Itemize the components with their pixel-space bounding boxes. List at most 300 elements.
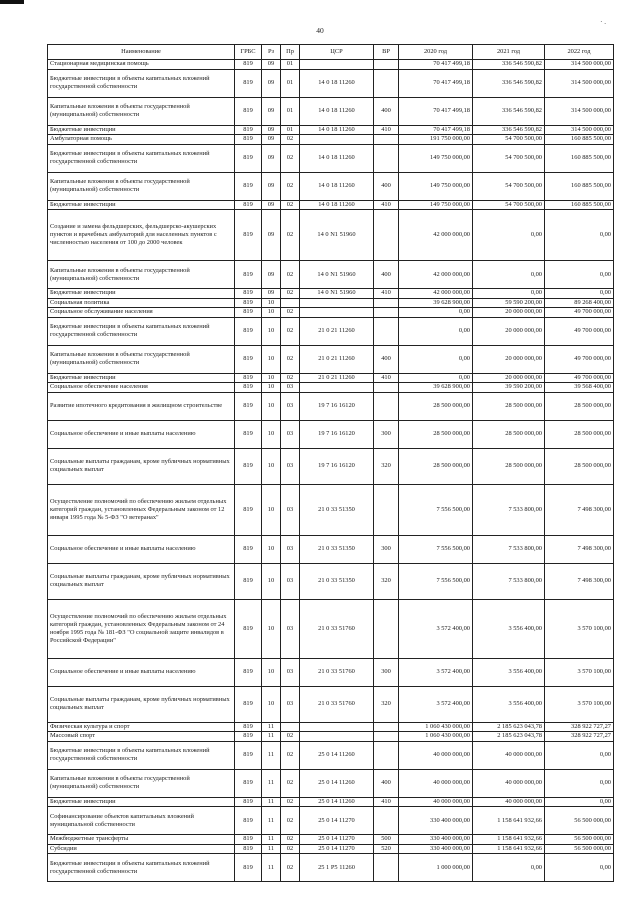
table-row (48, 210, 614, 261)
cell-rz: 09 (262, 261, 281, 289)
cell-name: Осуществление полномочий по обеспечению жильем отдельных категорий граждан, установленных Федеральным законом от 12 января 1995 года № 5-ФЗ "О ветеранах" (48, 484, 235, 535)
cell-grbs: 819 (235, 448, 262, 484)
table-row (48, 392, 614, 420)
cell-csr: 14 0 18 11260 (300, 200, 374, 210)
cell-pr: 02 (281, 289, 300, 299)
cell-2022: 314 500 000,00 (545, 60, 614, 70)
cell-2022: 7 498 300,00 (545, 563, 614, 599)
cell-csr: 25 0 14 11260 (300, 769, 374, 797)
cell-rz: 09 (262, 125, 281, 135)
cell-pr: 02 (281, 741, 300, 769)
cell-2022: 328 922 727,27 (545, 732, 614, 742)
cell-2022: 160 885 500,00 (545, 200, 614, 210)
cell-name: Бюджетные инвестиции в объекты капитальных вложений государственной собственности (48, 741, 235, 769)
cell-name: Межбюджетные трансферты (48, 835, 235, 845)
cell-2021: 0,00 (473, 261, 545, 289)
cell-name: Бюджетные инвестиции в объекты капитальных вложений государственной собственности (48, 854, 235, 882)
cell-vr: 400 (374, 261, 399, 289)
cell-name: Социальное обеспечение и иные выплаты населению (48, 420, 235, 448)
cell-csr (300, 732, 374, 742)
cell-csr: 25 0 14 11270 (300, 844, 374, 854)
cell-pr: 02 (281, 308, 300, 318)
cell-2022: 328 922 727,27 (545, 722, 614, 732)
corner-mark: · . (600, 18, 606, 26)
header-rz: Рз (262, 45, 281, 60)
header-2020: 2020 год (399, 45, 473, 60)
cell-2021: 7 533 800,00 (473, 563, 545, 599)
cell-2022: 28 500 000,00 (545, 420, 614, 448)
cell-rz: 10 (262, 345, 281, 373)
cell-2020: 42 000 000,00 (399, 210, 473, 261)
cell-2020: 70 417 499,18 (399, 125, 473, 135)
table-row (48, 563, 614, 599)
cell-name: Капитальные вложения в объекты государственной (муниципальной) собственности (48, 172, 235, 200)
cell-2021: 2 185 623 043,78 (473, 722, 545, 732)
header-grbs: ГРБС (235, 45, 262, 60)
table-row (48, 69, 614, 97)
cell-vr: 300 (374, 658, 399, 686)
scan-edge-mark (0, 0, 24, 4)
cell-pr: 02 (281, 210, 300, 261)
table-row (48, 308, 614, 318)
cell-grbs: 819 (235, 844, 262, 854)
cell-grbs: 819 (235, 392, 262, 420)
cell-2022: 0,00 (545, 854, 614, 882)
cell-name: Социальное обеспечение населения (48, 383, 235, 393)
cell-2020: 3 572 400,00 (399, 658, 473, 686)
cell-rz: 09 (262, 289, 281, 299)
cell-csr (300, 722, 374, 732)
cell-vr: 410 (374, 289, 399, 299)
cell-2022: 28 500 000,00 (545, 392, 614, 420)
cell-2021: 54 700 500,00 (473, 200, 545, 210)
cell-2020: 1 060 430 000,00 (399, 722, 473, 732)
cell-pr: 03 (281, 535, 300, 563)
cell-rz: 10 (262, 563, 281, 599)
cell-vr (374, 741, 399, 769)
cell-2021: 39 590 200,00 (473, 383, 545, 393)
table-row (48, 144, 614, 172)
table-row (48, 298, 614, 308)
table-row (48, 135, 614, 145)
cell-2020: 40 000 000,00 (399, 741, 473, 769)
cell-pr: 03 (281, 420, 300, 448)
table-row (48, 172, 614, 200)
cell-2020: 330 400 000,00 (399, 835, 473, 845)
cell-2022: 39 568 400,00 (545, 383, 614, 393)
cell-grbs: 819 (235, 172, 262, 200)
cell-grbs: 819 (235, 261, 262, 289)
cell-2020: 149 750 000,00 (399, 200, 473, 210)
cell-rz: 10 (262, 686, 281, 722)
cell-grbs: 819 (235, 835, 262, 845)
cell-grbs: 819 (235, 420, 262, 448)
cell-2022: 56 500 000,00 (545, 807, 614, 835)
cell-pr: 02 (281, 261, 300, 289)
cell-csr: 21 0 33 51760 (300, 658, 374, 686)
cell-vr (374, 298, 399, 308)
cell-2021: 336 546 590,82 (473, 69, 545, 97)
table-body (48, 60, 614, 882)
table-row (48, 317, 614, 345)
cell-vr (374, 308, 399, 318)
table-header-row (48, 45, 614, 60)
header-vr: ВР (374, 45, 399, 60)
cell-vr: 400 (374, 769, 399, 797)
header-2021: 2021 год (473, 45, 545, 60)
cell-2020: 39 628 900,00 (399, 298, 473, 308)
cell-2021: 336 546 590,82 (473, 97, 545, 125)
cell-2021: 28 500 000,00 (473, 392, 545, 420)
cell-2022: 0,00 (545, 797, 614, 807)
cell-2021: 59 590 200,00 (473, 298, 545, 308)
cell-vr (374, 317, 399, 345)
cell-rz: 10 (262, 383, 281, 393)
cell-grbs: 819 (235, 60, 262, 70)
cell-2021: 3 556 400,00 (473, 599, 545, 658)
cell-pr: 02 (281, 144, 300, 172)
cell-vr: 400 (374, 345, 399, 373)
cell-vr: 320 (374, 563, 399, 599)
cell-rz: 09 (262, 60, 281, 70)
cell-2022: 56 500 000,00 (545, 835, 614, 845)
header-name: Наименование (48, 45, 235, 60)
cell-csr: 14 0 18 11260 (300, 172, 374, 200)
table-row (48, 599, 614, 658)
cell-vr: 410 (374, 125, 399, 135)
cell-2021: 54 700 500,00 (473, 144, 545, 172)
cell-pr: 03 (281, 658, 300, 686)
cell-pr: 02 (281, 854, 300, 882)
cell-pr: 01 (281, 97, 300, 125)
cell-csr (300, 135, 374, 145)
cell-csr (300, 383, 374, 393)
cell-grbs: 819 (235, 125, 262, 135)
cell-rz: 09 (262, 97, 281, 125)
table-row (48, 732, 614, 742)
cell-name: Бюджетные инвестиции (48, 200, 235, 210)
cell-2021: 40 000 000,00 (473, 741, 545, 769)
cell-vr: 300 (374, 420, 399, 448)
table-row (48, 289, 614, 299)
cell-pr: 03 (281, 563, 300, 599)
cell-2020: 28 500 000,00 (399, 392, 473, 420)
cell-2021: 0,00 (473, 289, 545, 299)
cell-2022: 3 570 100,00 (545, 658, 614, 686)
cell-name: Амбулаторная помощь (48, 135, 235, 145)
cell-name: Создание и замена фельдшерских, фельдшерско-акушерских пунктов и врачебных амбулаторий для населенных пунктов с численностью населения от 100 до 2000 человек (48, 210, 235, 261)
cell-vr: 410 (374, 797, 399, 807)
cell-name: Капитальные вложения в объекты государственной (муниципальной) собственности (48, 261, 235, 289)
cell-csr: 25 0 14 11260 (300, 797, 374, 807)
cell-2021: 20 000 000,00 (473, 373, 545, 383)
cell-rz: 11 (262, 732, 281, 742)
cell-rz: 11 (262, 844, 281, 854)
cell-csr: 21 0 33 51350 (300, 563, 374, 599)
cell-csr: 21 0 21 11260 (300, 345, 374, 373)
cell-2021: 28 500 000,00 (473, 448, 545, 484)
page-number: 40 (316, 26, 324, 35)
cell-vr: 410 (374, 373, 399, 383)
cell-vr (374, 732, 399, 742)
cell-2020: 330 400 000,00 (399, 807, 473, 835)
cell-2021: 54 700 500,00 (473, 172, 545, 200)
cell-grbs: 819 (235, 741, 262, 769)
cell-2021: 28 500 000,00 (473, 420, 545, 448)
table-row (48, 97, 614, 125)
cell-2020: 70 417 499,18 (399, 69, 473, 97)
table-row (48, 345, 614, 373)
cell-vr (374, 69, 399, 97)
cell-2020: 28 500 000,00 (399, 448, 473, 484)
cell-2020: 7 556 500,00 (399, 563, 473, 599)
cell-vr: 500 (374, 835, 399, 845)
cell-2020: 7 556 500,00 (399, 535, 473, 563)
table-row (48, 658, 614, 686)
cell-vr (374, 807, 399, 835)
cell-2020: 7 556 500,00 (399, 484, 473, 535)
cell-csr: 21 0 21 11260 (300, 373, 374, 383)
cell-vr (374, 722, 399, 732)
cell-2021: 3 556 400,00 (473, 658, 545, 686)
table-row (48, 844, 614, 854)
cell-name: Капитальные вложения в объекты государственной (муниципальной) собственности (48, 769, 235, 797)
cell-name: Бюджетные инвестиции в объекты капитальных вложений государственной собственности (48, 69, 235, 97)
cell-2020: 3 572 400,00 (399, 599, 473, 658)
cell-csr: 21 0 33 51350 (300, 535, 374, 563)
cell-csr: 25 0 14 11270 (300, 835, 374, 845)
cell-2021: 40 000 000,00 (473, 797, 545, 807)
cell-2021: 2 185 623 043,78 (473, 732, 545, 742)
cell-grbs: 819 (235, 563, 262, 599)
cell-rz: 11 (262, 769, 281, 797)
cell-rz: 09 (262, 135, 281, 145)
cell-name: Социальные выплаты гражданам, кроме публичных нормативных социальных выплат (48, 563, 235, 599)
cell-rz: 10 (262, 308, 281, 318)
cell-grbs: 819 (235, 200, 262, 210)
cell-vr: 400 (374, 172, 399, 200)
table-row (48, 420, 614, 448)
cell-name: Стационарная медицинская помощь (48, 60, 235, 70)
cell-name: Капитальные вложения в объекты государственной (муниципальной) собственности (48, 97, 235, 125)
cell-vr (374, 144, 399, 172)
cell-pr: 03 (281, 392, 300, 420)
cell-rz: 10 (262, 392, 281, 420)
cell-csr: 14 0 18 11260 (300, 144, 374, 172)
cell-2021: 1 158 641 932,66 (473, 844, 545, 854)
cell-csr: 14 0 N1 51960 (300, 210, 374, 261)
table-row (48, 383, 614, 393)
cell-name: Бюджетные инвестиции (48, 373, 235, 383)
cell-rz: 10 (262, 448, 281, 484)
table-row (48, 200, 614, 210)
table-row (48, 807, 614, 835)
table-row (48, 60, 614, 70)
cell-2021: 1 158 641 932,66 (473, 807, 545, 835)
cell-2022: 3 570 100,00 (545, 686, 614, 722)
cell-name: Массовый спорт (48, 732, 235, 742)
cell-rz: 09 (262, 69, 281, 97)
cell-pr: 02 (281, 200, 300, 210)
cell-2020: 1 000 000,00 (399, 854, 473, 882)
cell-rz: 10 (262, 484, 281, 535)
cell-pr: 02 (281, 844, 300, 854)
cell-pr: 02 (281, 732, 300, 742)
cell-grbs: 819 (235, 854, 262, 882)
table-row (48, 835, 614, 845)
cell-grbs: 819 (235, 769, 262, 797)
cell-2022: 314 500 000,00 (545, 125, 614, 135)
cell-rz: 10 (262, 535, 281, 563)
cell-grbs: 819 (235, 69, 262, 97)
table-row (48, 686, 614, 722)
cell-name: Капитальные вложения в объекты государственной (муниципальной) собственности (48, 345, 235, 373)
cell-vr: 320 (374, 448, 399, 484)
cell-2020: 3 572 400,00 (399, 686, 473, 722)
cell-name: Субсидии (48, 844, 235, 854)
cell-grbs: 819 (235, 97, 262, 125)
cell-rz: 10 (262, 420, 281, 448)
cell-vr: 320 (374, 686, 399, 722)
cell-grbs: 819 (235, 599, 262, 658)
table-row (48, 741, 614, 769)
cell-2020: 70 417 499,18 (399, 60, 473, 70)
cell-vr (374, 484, 399, 535)
cell-pr: 03 (281, 599, 300, 658)
cell-rz: 09 (262, 144, 281, 172)
budget-table (47, 44, 614, 882)
cell-2021: 3 556 400,00 (473, 686, 545, 722)
cell-2020: 0,00 (399, 345, 473, 373)
cell-grbs: 819 (235, 317, 262, 345)
cell-2022: 160 885 500,00 (545, 144, 614, 172)
cell-2020: 0,00 (399, 317, 473, 345)
cell-name: Социальные выплаты гражданам, кроме публичных нормативных социальных выплат (48, 448, 235, 484)
cell-grbs: 819 (235, 345, 262, 373)
cell-pr: 03 (281, 484, 300, 535)
cell-pr: 02 (281, 373, 300, 383)
header-pr: Пр (281, 45, 300, 60)
cell-2022: 160 885 500,00 (545, 135, 614, 145)
table-row (48, 261, 614, 289)
table-row (48, 484, 614, 535)
header-csr: ЦСР (300, 45, 374, 60)
cell-2022: 0,00 (545, 289, 614, 299)
cell-pr: 02 (281, 769, 300, 797)
cell-vr (374, 383, 399, 393)
cell-csr: 14 0 N1 51960 (300, 289, 374, 299)
cell-rz: 11 (262, 722, 281, 732)
cell-vr (374, 854, 399, 882)
cell-csr: 14 0 N1 51960 (300, 261, 374, 289)
cell-2022: 314 500 000,00 (545, 97, 614, 125)
cell-grbs: 819 (235, 289, 262, 299)
cell-2022: 28 500 000,00 (545, 448, 614, 484)
cell-2021: 0,00 (473, 854, 545, 882)
cell-2022: 314 500 000,00 (545, 69, 614, 97)
cell-rz: 10 (262, 373, 281, 383)
cell-2020: 1 060 430 000,00 (399, 732, 473, 742)
cell-pr (281, 722, 300, 732)
cell-2020: 330 400 000,00 (399, 844, 473, 854)
cell-csr: 19 7 16 16120 (300, 392, 374, 420)
cell-rz: 10 (262, 599, 281, 658)
cell-2020: 39 628 900,00 (399, 383, 473, 393)
cell-2021: 1 158 641 932,66 (473, 835, 545, 845)
cell-name: Развитие ипотечного кредитования в жилищном строительстве (48, 392, 235, 420)
cell-2022: 3 570 100,00 (545, 599, 614, 658)
cell-rz: 10 (262, 298, 281, 308)
cell-grbs: 819 (235, 686, 262, 722)
cell-2021: 20 000 000,00 (473, 308, 545, 318)
cell-grbs: 819 (235, 210, 262, 261)
cell-grbs: 819 (235, 373, 262, 383)
cell-grbs: 819 (235, 732, 262, 742)
cell-2022: 89 268 400,00 (545, 298, 614, 308)
cell-2020: 40 000 000,00 (399, 769, 473, 797)
cell-pr: 02 (281, 172, 300, 200)
cell-name: Социальная политика (48, 298, 235, 308)
cell-csr (300, 298, 374, 308)
cell-2021: 336 546 590,82 (473, 125, 545, 135)
cell-2020: 70 417 499,18 (399, 97, 473, 125)
table-row (48, 448, 614, 484)
cell-vr (374, 392, 399, 420)
cell-2021: 7 533 800,00 (473, 535, 545, 563)
cell-pr: 02 (281, 135, 300, 145)
cell-2022: 160 885 500,00 (545, 172, 614, 200)
cell-name: Софинансирование объектов капитальных вложений муниципальной собственности (48, 807, 235, 835)
cell-2022: 49 700 000,00 (545, 345, 614, 373)
cell-2022: 49 700 000,00 (545, 308, 614, 318)
table-row (48, 797, 614, 807)
cell-pr: 03 (281, 686, 300, 722)
cell-2021: 336 546 590,82 (473, 60, 545, 70)
cell-csr: 19 7 16 16120 (300, 420, 374, 448)
cell-csr: 25 1 P5 11260 (300, 854, 374, 882)
cell-2021: 20 000 000,00 (473, 317, 545, 345)
table-row (48, 535, 614, 563)
cell-2020: 149 750 000,00 (399, 172, 473, 200)
cell-grbs: 819 (235, 722, 262, 732)
cell-pr: 01 (281, 125, 300, 135)
cell-csr: 14 0 18 11260 (300, 69, 374, 97)
cell-pr: 02 (281, 797, 300, 807)
cell-grbs: 819 (235, 535, 262, 563)
cell-2020: 149 750 000,00 (399, 144, 473, 172)
cell-vr (374, 60, 399, 70)
cell-csr (300, 308, 374, 318)
cell-name: Бюджетные инвестиции (48, 797, 235, 807)
cell-2021: 40 000 000,00 (473, 769, 545, 797)
cell-name: Бюджетные инвестиции (48, 125, 235, 135)
cell-pr: 01 (281, 60, 300, 70)
cell-csr: 21 0 33 51350 (300, 484, 374, 535)
cell-rz: 10 (262, 658, 281, 686)
cell-2020: 28 500 000,00 (399, 420, 473, 448)
cell-vr (374, 599, 399, 658)
cell-pr: 02 (281, 835, 300, 845)
cell-grbs: 819 (235, 308, 262, 318)
cell-vr: 400 (374, 97, 399, 125)
cell-vr (374, 135, 399, 145)
cell-2022: 7 498 300,00 (545, 535, 614, 563)
cell-2022: 7 498 300,00 (545, 484, 614, 535)
cell-2020: 42 000 000,00 (399, 261, 473, 289)
cell-rz: 11 (262, 854, 281, 882)
table-row (48, 769, 614, 797)
cell-csr: 14 0 18 11260 (300, 97, 374, 125)
